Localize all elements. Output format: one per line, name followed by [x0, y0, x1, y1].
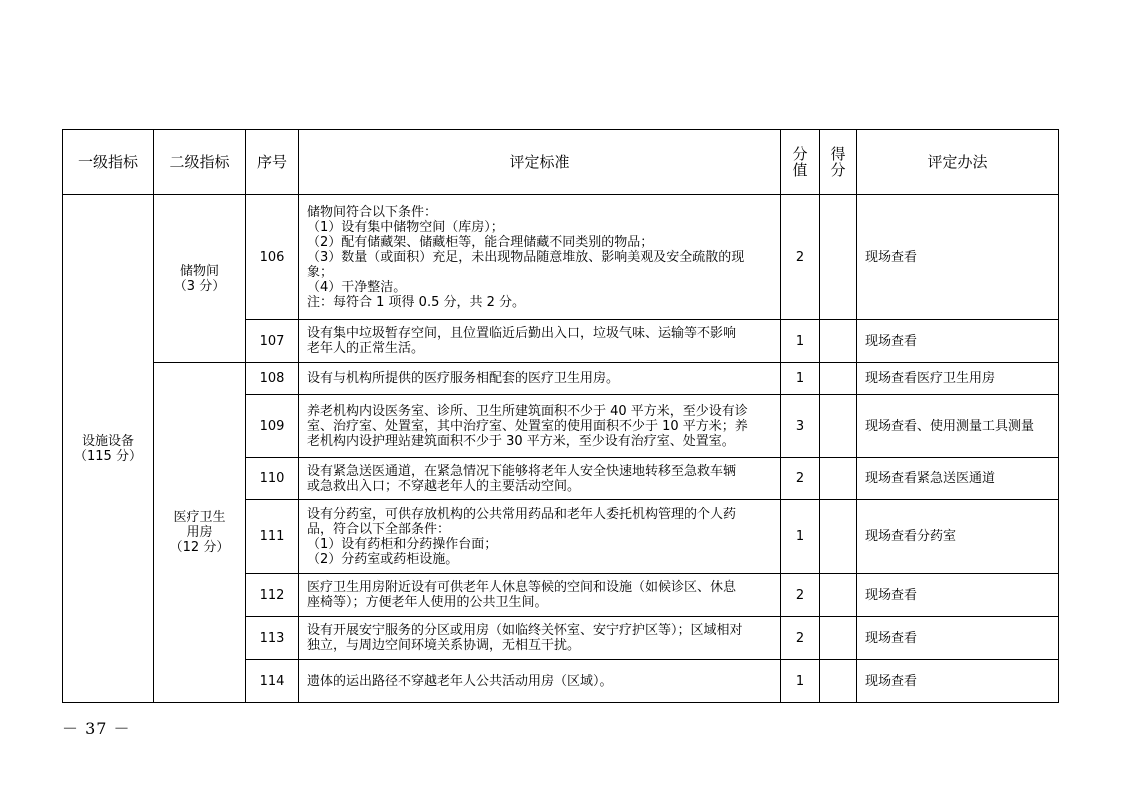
method-cell: 现场查看	[857, 617, 1059, 660]
standard-line: 设有分药室，可供存放机构的公共常用药品和老年人委托机构管理的个人药	[307, 506, 737, 522]
method-cell: 现场查看	[857, 574, 1059, 617]
got-cell	[820, 395, 857, 458]
standard-line: （2）配有储藏架、储藏柜等，能合理储藏不同类别的物品；	[307, 234, 654, 250]
sub2-name-a: 医疗卫生	[173, 510, 226, 525]
score-cell: 2	[781, 574, 820, 617]
method-cell: 现场查看	[857, 195, 1059, 320]
score-cell: 1	[781, 500, 820, 574]
score-cell: 2	[781, 195, 820, 320]
table-row	[63, 363, 1059, 395]
standard-line: 设有集中垃圾暂存空间，且位置临近后勤出入口，垃圾气味、运输等不影响	[307, 326, 737, 341]
standard-line: 座椅等）；方便老年人使用的公共卫生间。	[307, 595, 548, 610]
sub2-points: （12 分）	[169, 540, 230, 555]
method-cell: 现场查看	[857, 320, 1059, 363]
score-cell: 1	[781, 660, 820, 703]
score-cell: 2	[781, 617, 820, 660]
standard-cell	[299, 195, 781, 320]
group-cell	[63, 195, 154, 703]
sub1-cell	[154, 195, 246, 363]
standard-line: 医疗卫生用房附近设有可供老年人休息等候的空间和设施（如候诊区、休息	[307, 580, 737, 595]
standard-line: 储物间符合以下条件：	[307, 204, 438, 220]
standard-line: 老年人的正常生活。	[307, 341, 425, 356]
standard-line: 设有开展安宁服务的分区或用房（如临终关怀室、安宁疗护区等）；区域相对	[307, 623, 743, 638]
header-got-a: 得	[830, 145, 846, 163]
standard-line: （1）设有集中储物空间（库房）；	[307, 219, 504, 235]
score-cell: 3	[781, 395, 820, 458]
header-row	[63, 130, 1059, 195]
standard-line: 注：每符合 1 项得 0.5 分，共 2 分。	[307, 294, 526, 310]
header-level2: 二级指标	[154, 130, 246, 195]
score-cell: 1	[781, 320, 820, 363]
standard-line: 象；	[307, 264, 334, 280]
standard-line: 老机构内设护理站建筑面积不少于 30 平方米，至少设有治疗室、处置室。	[307, 433, 735, 449]
header-method: 评定办法	[857, 130, 1059, 195]
seq-cell: 106	[246, 195, 299, 320]
standard-line: 品，符合以下全部条件：	[307, 521, 451, 537]
seq-cell: 108	[246, 363, 299, 395]
sub1-points: （3 分）	[173, 278, 226, 294]
header-got-b: 分	[830, 161, 846, 179]
standard-cell	[299, 395, 781, 458]
standard-line: （4）干净整洁。	[307, 279, 407, 295]
got-cell	[820, 660, 857, 703]
standard-line: 遗体的运出路径不穿越老年人公共活动用房（区域）。	[307, 673, 613, 689]
seq-cell: 113	[246, 617, 299, 660]
seq-cell: 111	[246, 500, 299, 574]
standard-cell	[299, 363, 781, 395]
page-number: － 37 －	[62, 719, 131, 738]
standard-line: 养老机构内设医务室、诊所、卫生所建筑面积不少于 40 平方米，至少设有诊	[307, 403, 748, 419]
score-cell: 1	[781, 363, 820, 395]
method-cell: 现场查看、使用测量工具测量	[857, 395, 1059, 458]
standard-cell	[299, 500, 781, 574]
standard-line: （3）数量（或面积）充足，未出现物品随意堆放、影响美观及安全疏散的现	[307, 249, 745, 265]
standard-line: 独立，与周边空间环境关系协调，无相互干扰。	[307, 638, 581, 653]
sub1-name: 储物间	[179, 263, 219, 279]
group-points: （115 分）	[74, 448, 142, 464]
header-score	[781, 130, 820, 195]
header-score-b: 值	[792, 161, 808, 179]
sub2-name-b: 用房	[186, 525, 213, 540]
header-score-a: 分	[792, 145, 808, 163]
seq-cell: 109	[246, 395, 299, 458]
standard-line: 设有紧急送医通道，在紧急情况下能够将老年人安全快速地转移至急救车辆	[307, 463, 737, 479]
standard-line: 或急救出入口；不穿越老年人的主要活动空间。	[307, 478, 581, 494]
standard-cell	[299, 458, 781, 500]
seq-cell: 110	[246, 458, 299, 500]
standard-cell	[299, 617, 781, 660]
seq-cell: 114	[246, 660, 299, 703]
score-cell: 2	[781, 458, 820, 500]
got-cell	[820, 458, 857, 500]
method-cell: 现场查看	[857, 660, 1059, 703]
standard-line: 设有与机构所提供的医疗服务相配套的医疗卫生用房。	[307, 371, 620, 386]
standard-line: （2）分药室或药柜设施。	[307, 551, 459, 567]
seq-cell: 112	[246, 574, 299, 617]
header-level1: 一级指标	[63, 130, 154, 195]
method-cell: 现场查看分药室	[857, 500, 1059, 574]
standard-cell	[299, 320, 781, 363]
standard-cell	[299, 574, 781, 617]
group-name: 设施设备	[81, 433, 134, 449]
table-row	[63, 195, 1059, 320]
got-cell	[820, 195, 857, 320]
header-got	[820, 130, 857, 195]
evaluation-table	[62, 129, 1059, 703]
header-seq: 序号	[246, 130, 299, 195]
seq-cell: 107	[246, 320, 299, 363]
sub2-cell	[154, 363, 246, 703]
got-cell	[820, 617, 857, 660]
standard-line: （1）设有药柜和分药操作台面；	[307, 536, 498, 552]
standard-line: 室、治疗室、处置室，其中治疗室、处置室的使用面积不少于 10 平方米；养	[307, 418, 748, 434]
method-cell: 现场查看紧急送医通道	[857, 458, 1059, 500]
standard-cell	[299, 660, 781, 703]
method-cell: 现场查看医疗卫生用房	[857, 363, 1059, 395]
got-cell	[820, 574, 857, 617]
got-cell	[820, 320, 857, 363]
header-standard: 评定标准	[299, 130, 781, 195]
got-cell	[820, 500, 857, 574]
got-cell	[820, 363, 857, 395]
